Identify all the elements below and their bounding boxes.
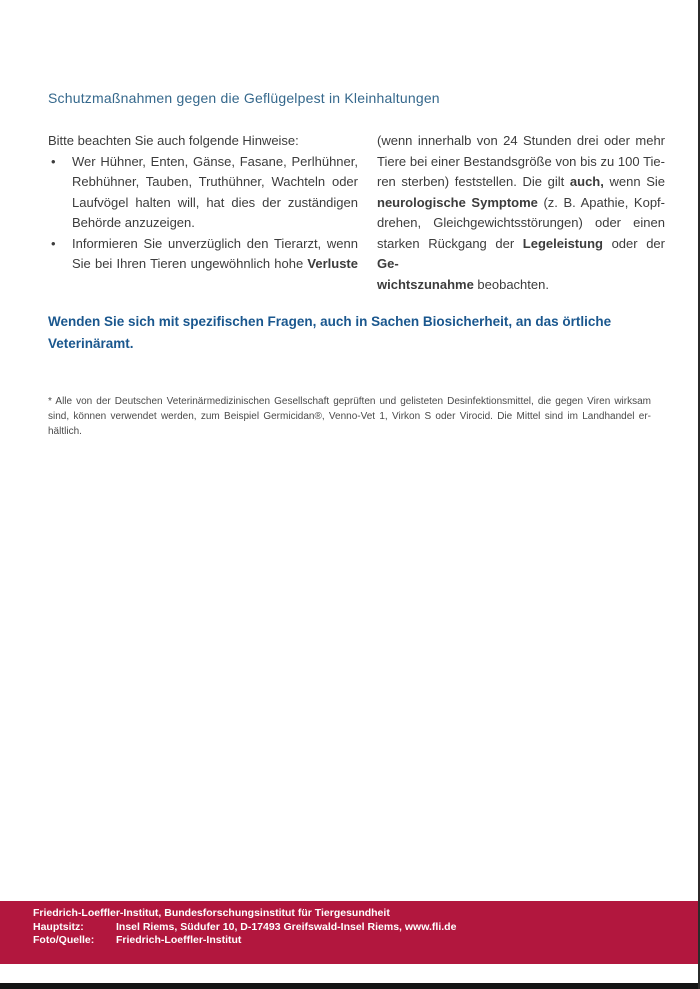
text-segment: (z. B. Apathie, Kopf-: [537, 194, 665, 210]
text-line: [377, 193, 665, 214]
text-segment-bold: Verluste: [307, 256, 358, 271]
footer-band: [0, 901, 698, 964]
callout-line: Veterinäramt.: [48, 336, 134, 351]
text-line: (wenn innerhalb von 24 Stunden drei oder mehr: [377, 133, 665, 148]
text-segment: beobachten.: [473, 276, 549, 292]
text-line: Behörde anzuzeigen.: [72, 215, 195, 230]
page-title: Schutzmaßnahmen gegen die Geflügelpest in Kleinhaltungen: [48, 90, 440, 106]
footnote-line: * Alle von der Deutschen Veterinärmedizinischen Gesellschaft geprüften und gelisteten Desinfektionsmittel, die gegen Viren wirksam: [48, 396, 651, 407]
text-segment: Sie bei Ihren Tieren ungewöhnlich hohe: [72, 256, 308, 271]
footer-photo-row: [33, 934, 698, 948]
text-segment-bold: Ge-: [377, 256, 399, 271]
text-segment: starken Rückgang der: [377, 235, 523, 251]
footer-photo-value: Friedrich-Loeffler-Institut: [116, 934, 242, 946]
text-segment-bold: auch,: [569, 174, 604, 189]
footnote-line: sind, können verwendet werden, zum Beispiel Germicidan®, Venno-Vet 1, Virkon S oder Virocid. Die Mittel sind im Landhandel er-: [48, 411, 651, 422]
bullet-item-registration: [48, 152, 358, 173]
text-line: [377, 234, 665, 275]
text-line: drehen, Gleichgewichtsstörungen) oder einen: [377, 215, 665, 230]
bullet-icon: •: [51, 153, 56, 169]
bullet-item-vet-notification: [48, 234, 358, 255]
bottom-bar: [0, 983, 698, 989]
text-line: Tiere bei einer Bestandsgröße von bis zu 100 Tie-: [377, 153, 665, 169]
text-line: Informieren Sie unverzüglich den Tierarzt, wenn: [72, 235, 358, 251]
text-segment-bold: neurologische Symptome: [377, 194, 538, 210]
text-segment: oder der: [602, 235, 665, 251]
text-segment-bold: wichtszunahme: [377, 276, 474, 292]
footer-hq-label: Hauptsitz:: [33, 920, 84, 933]
column-left: [48, 131, 358, 295]
column-right: [377, 131, 665, 295]
footnote-line: hältlich.: [48, 426, 82, 437]
text-segment-bold: Legeleistung: [522, 235, 603, 251]
text-segment: wenn Sie: [603, 174, 666, 189]
intro-line: Bitte beachten Sie auch folgende Hinweise:: [48, 133, 299, 148]
body-columns: [48, 131, 665, 295]
text-line: [377, 172, 665, 193]
footer-institute: Friedrich-Loeffler-Institut, Bundesforschungsinstitut für Tiergesundheit: [33, 907, 390, 919]
callout-text: [48, 311, 648, 355]
text-segment: ren sterben) feststellen. Die gilt: [377, 174, 570, 189]
footnote: [48, 394, 651, 439]
footer-hq-row: [33, 921, 698, 935]
text-line: [377, 275, 665, 296]
fli-url-link[interactable]: www.fli.de: [404, 920, 457, 933]
footer-hq-value: Insel Riems, Südufer 10, D-17493 Greifswald-Insel Riems,: [116, 920, 405, 933]
text-line: Rebhühner, Tauben, Truthühner, Wachteln oder: [72, 174, 358, 189]
callout-line: Wenden Sie sich mit spezifischen Fragen, auch in Sachen Biosicherheit, an das örtliche: [48, 314, 612, 329]
text-line: [48, 254, 358, 275]
text-line: Wer Hühner, Enten, Gänse, Fasane, Perlhühner,: [72, 153, 358, 169]
text-line: Laufvögel halten will, hat dies der zuständigen: [72, 194, 358, 210]
bullet-icon: •: [51, 235, 56, 251]
footer-photo-label: Foto/Quelle:: [33, 934, 95, 946]
